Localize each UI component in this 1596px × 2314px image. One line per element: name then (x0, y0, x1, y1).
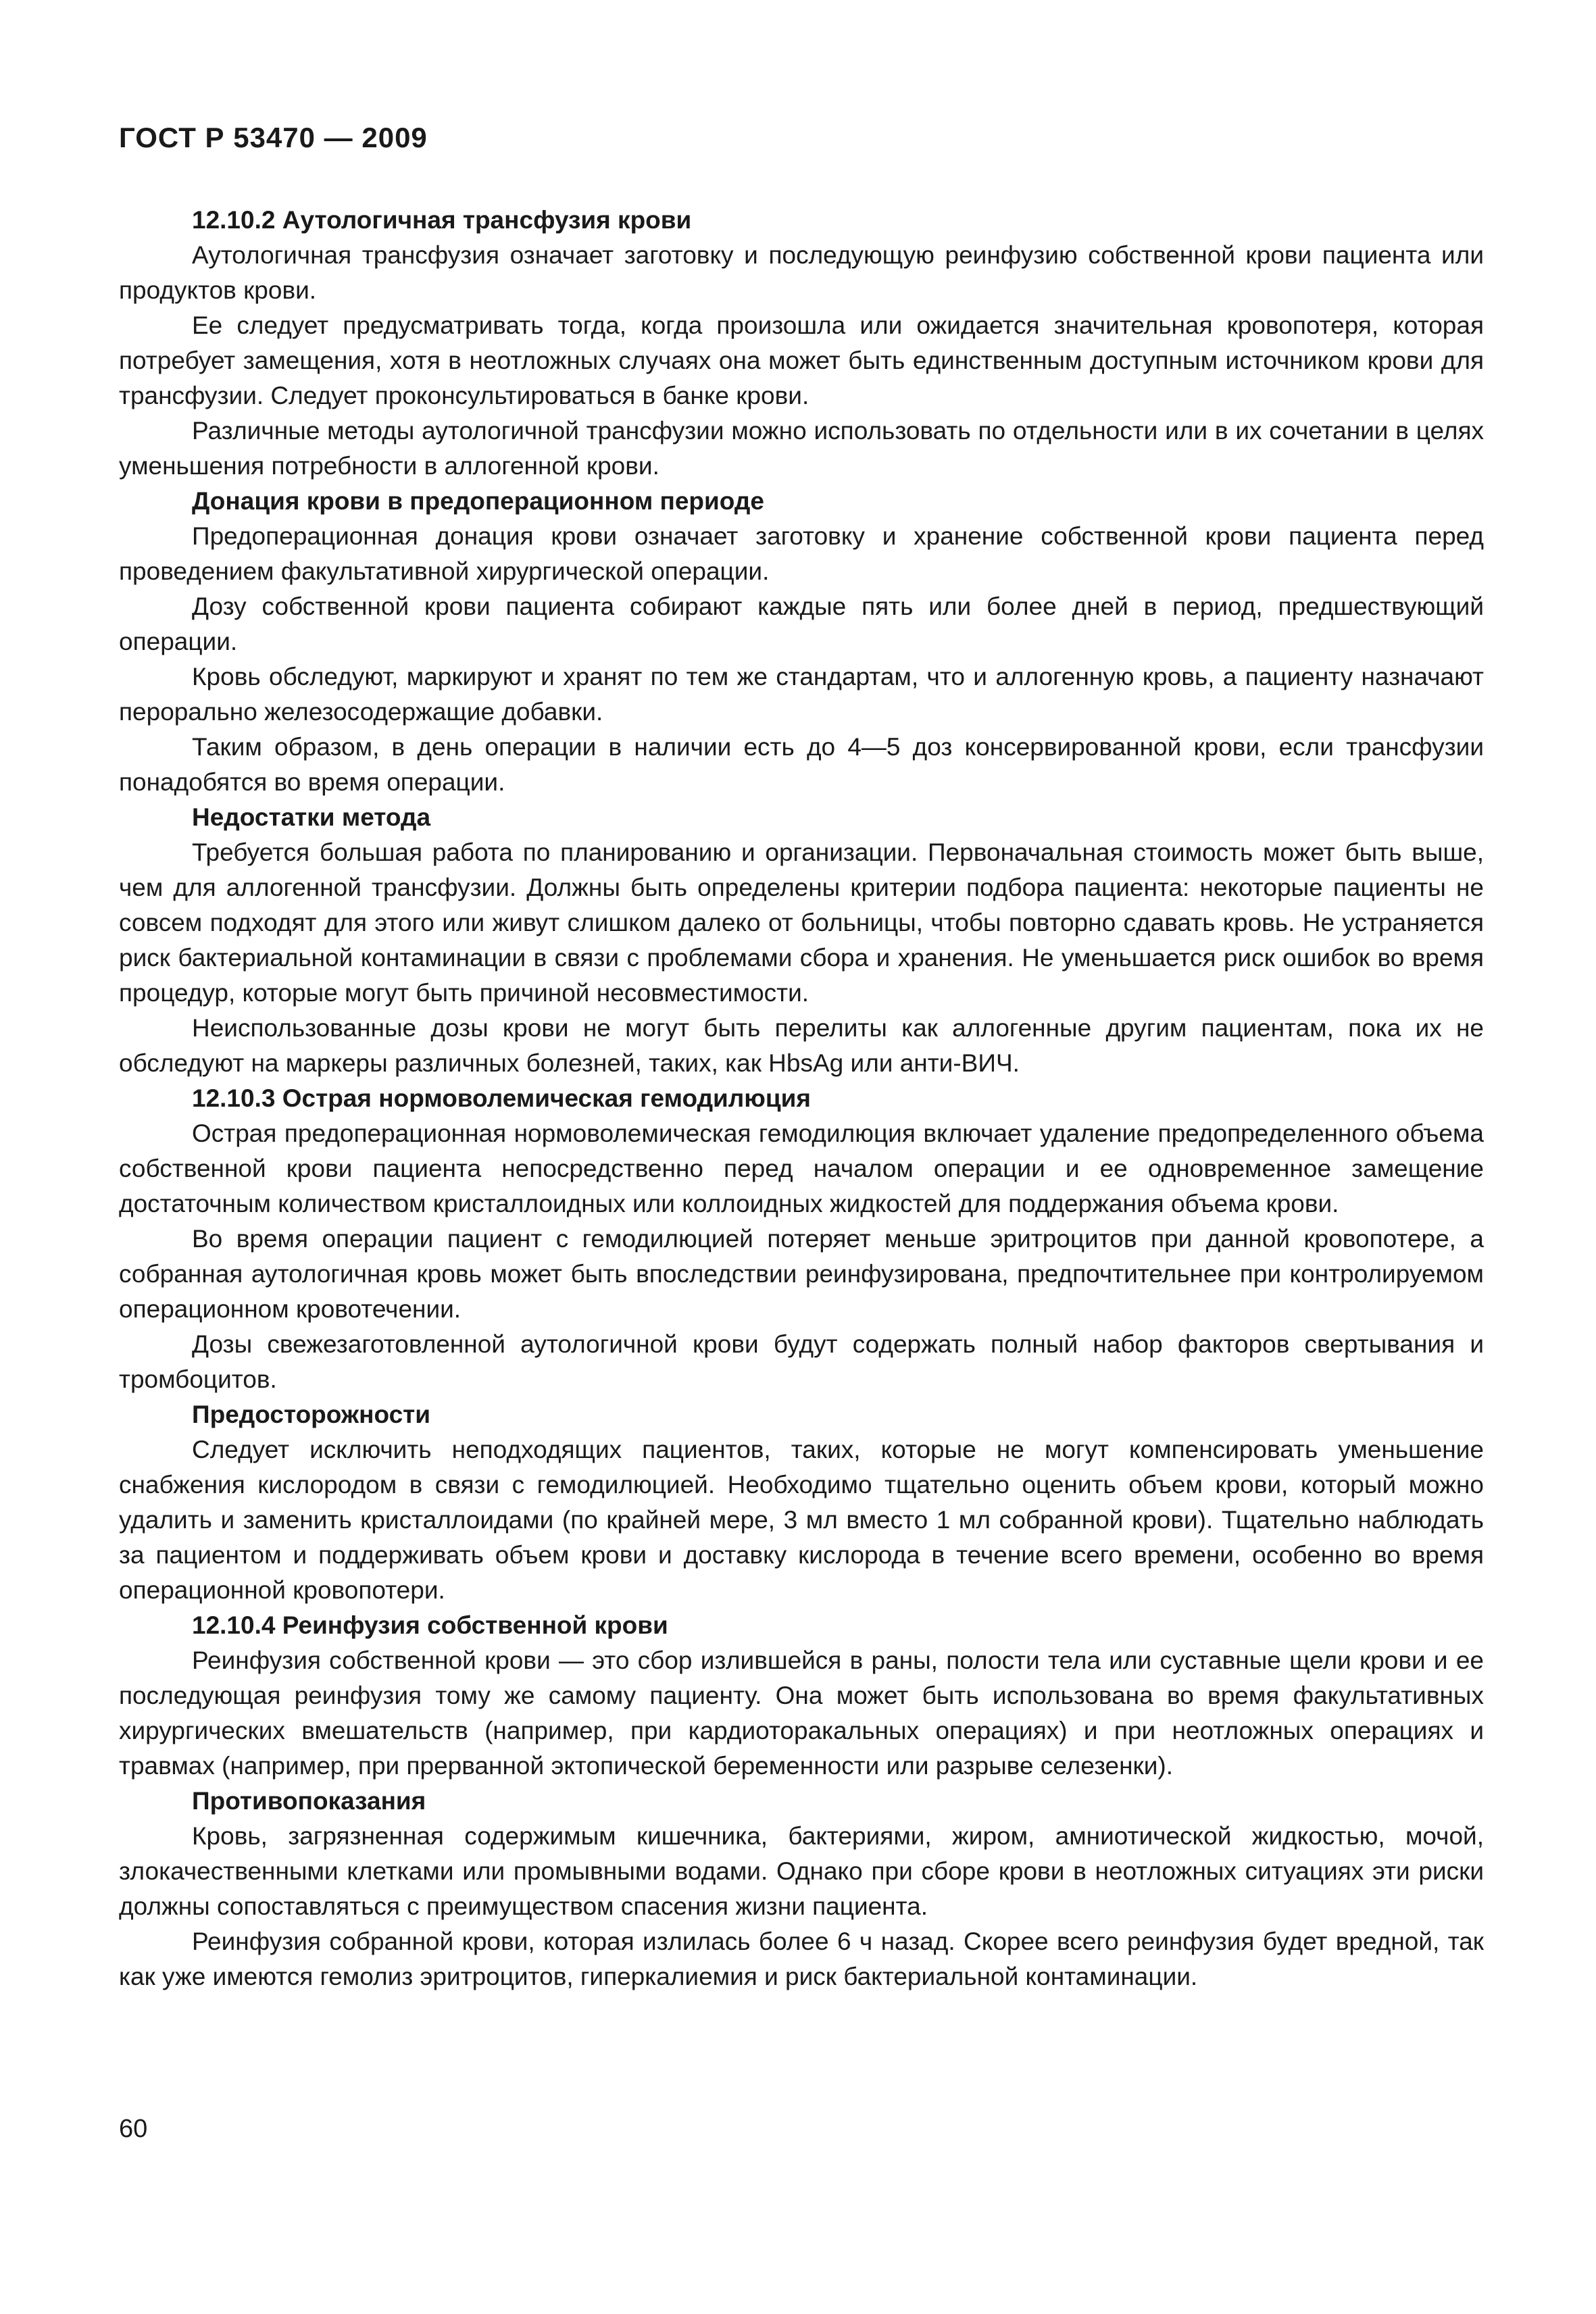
document-header: ГОСТ Р 53470 — 2009 (119, 122, 428, 153)
paragraph: Дозу собственной крови пациента собирают каждые пять или более дней в период, предшествующий операции. (119, 593, 1484, 655)
page-number: 60 (119, 2115, 148, 2143)
paragraph: Реинфузия собранной крови, которая излилась более 6 ч назад. Скорее всего реинфузия будет вредной, так как уже имеются гемолиз эритроцитов, гиперкалиемия и риск бактериальной контаминации. (119, 1928, 1484, 1990)
section-heading: 12.10.4 Реинфузия собственной крови (192, 1611, 668, 1639)
paragraph: Реинфузия собственной крови — это сбор излившейся в раны, полости тела или суставные щели крови и ее последующая реинфузия тому же самому пациенту. Она может быть использована во время факультативных хирургических вмешательств (например, при кардиоторакальных операциях) и при неотложных операциях и травмах (например, при прерванной эктопической беременности или разрыве селезенки). (119, 1646, 1484, 1780)
section-heading: 12.10.3 Острая нормоволемическая гемодилюция (192, 1084, 811, 1112)
paragraph: Таким образом, в день операции в наличии есть до 4—5 доз консервированной крови, если трансфузии понадобятся во время операции. (119, 733, 1484, 796)
paragraph: Неиспользованные дозы крови не могут быть перелиты как аллогенные другим пациентам, пока их не обследуют на маркеры различных болезней, таких, как HbsAg или анти-ВИЧ. (119, 1014, 1484, 1077)
paragraph: Различные методы аутологичной трансфузии можно использовать по отдельности или в их сочетании в целях уменьшения потребности в аллогенной крови. (119, 417, 1484, 480)
paragraph: Ее следует предусматривать тогда, когда произошла или ожидается значительная кровопотеря, которая потребует замещения, хотя в неотложных случаях она может быть единственным доступным источником крови для трансфузии. Следует проконсультироваться в банке крови. (119, 311, 1484, 409)
section-heading: Предосторожности (192, 1401, 431, 1428)
paragraph: Следует исключить неподходящих пациентов, таких, которые не могут компенсировать уменьшение снабжения кислородом в связи с гемодилюцией. Необходимо тщательно оценить объем крови, который можно удалить и заменить кристаллоидами (по крайней мере, 3 мл вместо 1 мл собранной крови). Тщательно наблюдать за пациентом и поддерживать объем крови и доставку кислорода в течение всего времени, особенно во время операционной кровопотери. (119, 1436, 1484, 1604)
section-heading: Недостатки метода (192, 803, 431, 831)
paragraph: Кровь обследуют, маркируют и хранят по тем же стандартам, что и аллогенную кровь, а пациенту назначают перорально железосодержащие добавки. (119, 663, 1484, 726)
document-body (119, 203, 1484, 1994)
paragraph: Кровь, загрязненная содержимым кишечника, бактериями, жиром, амниотической жидкостью, мочой, злокачественными клетками или промывными водами. Однако при сборе крови в неотложных ситуациях эти риски должны сопоставляться с преимуществом спасения жизни пациента. (119, 1822, 1484, 1920)
paragraph: Требуется большая работа по планированию и организации. Первоначальная стоимость может быть выше, чем для аллогенной трансфузии. Должны быть определены критерии подбора пациента: некоторые пациенты не совсем подходят для этого или живут слишком далеко от больницы, чтобы повторно сдавать кровь. Не устраняется риск бактериальной контаминации в связи с проблемами сбора и хранения. Не уменьшается риск ошибок во время процедур, которые могут быть причиной несовместимости. (119, 838, 1484, 1007)
paragraph: Аутологичная трансфузия означает заготовку и последующую реинфузию собственной крови пациента или продуктов крови. (119, 241, 1484, 304)
paragraph: Предоперационная донация крови означает заготовку и хранение собственной крови пациента перед проведением факультативной хирургической операции. (119, 522, 1484, 585)
section-heading: Противопоказания (192, 1787, 426, 1815)
paragraph: Дозы свежезаготовленной аутологичной крови будут содержать полный набор факторов свертывания и тромбоцитов. (119, 1330, 1484, 1393)
paragraph: Острая предоперационная нормоволемическая гемодилюция включает удаление предопределенного объема собственной крови пациента непосредственно перед началом операции и ее одновременное замещение достаточным количеством кристаллоидных или коллоидных жидкостей для поддержания объема крови. (119, 1120, 1484, 1217)
paragraph: Во время операции пациент с гемодилюцией потеряет меньше эритроцитов при данной кровопотере, а собранная аутологичная кровь может быть впоследствии реинфузирована, предпочтительнее при контролируемом операционном кровотечении. (119, 1225, 1484, 1323)
section-heading: Донация крови в предоперационном периоде (192, 487, 764, 515)
section-heading: 12.10.2 Аутологичная трансфузия крови (192, 206, 692, 234)
